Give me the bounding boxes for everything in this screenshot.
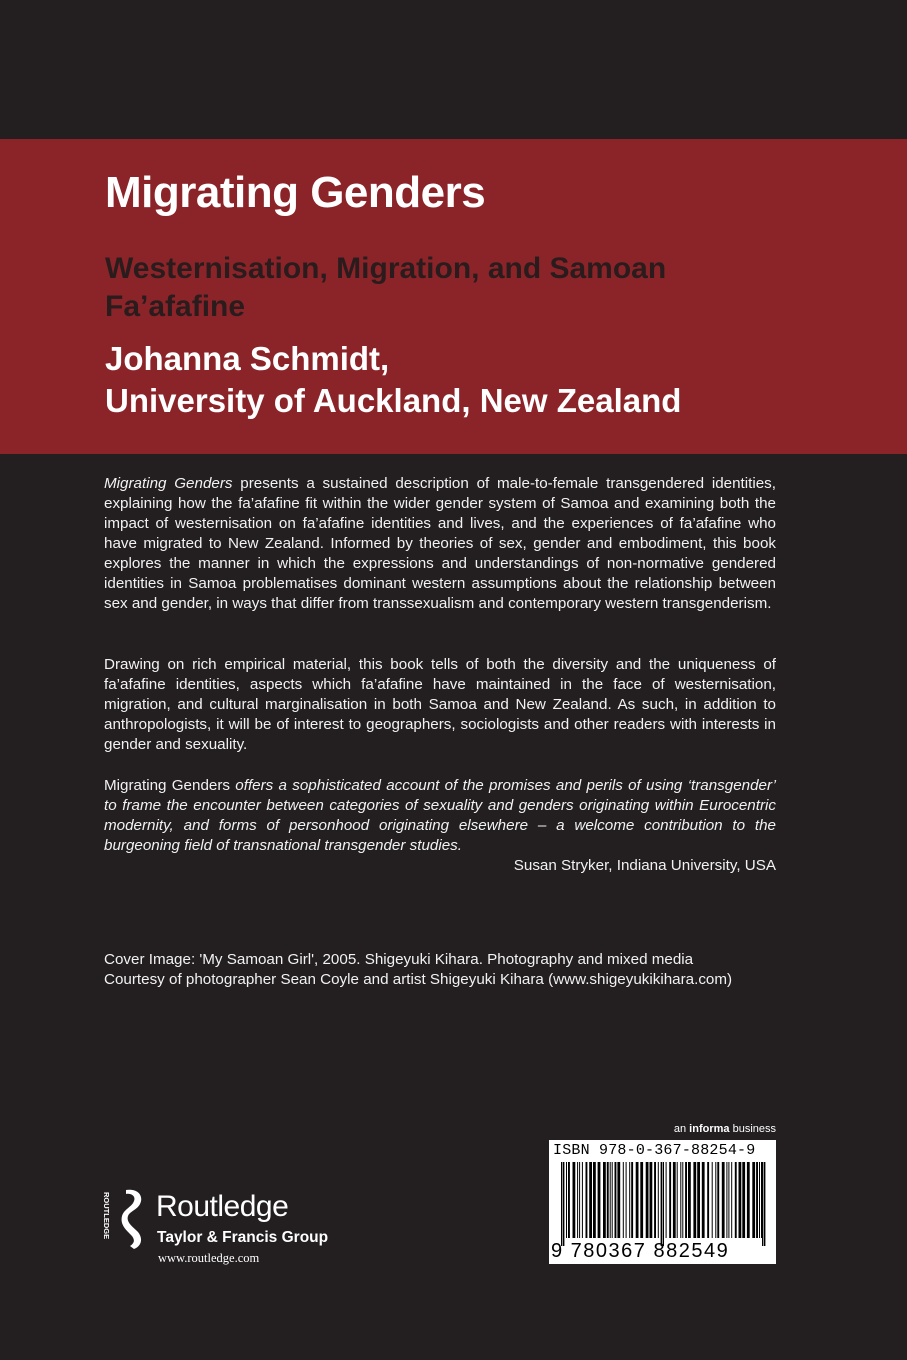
blurb-paragraph-2: Drawing on rich empirical material, this book tells of both the diversity and the uniqueness of fa’afafine identities, aspects which fa’afafine have maintained in the face of westernisation, migration, and cultural marginalisation in both Samoa and New Zealand. As such, in addition to anthropologists, it will be of interest to geographers, sociologists and other readers with interests in gender and sexuality. [104,656,776,753]
isbn-barcode [549,1140,776,1264]
author-name: Johanna Schmidt, [105,340,390,377]
publisher-url: www.routledge.com [158,1251,260,1265]
informa-tagline [648,1123,776,1135]
cover-credit-line-1: Cover Image: 'My Samoan Girl', 2005. Shigeyuki Kihara. Photography and mixed media [104,951,694,968]
spine-logo-text: ROUTLEDGE [102,1192,111,1240]
author-affiliation: University of Auckland, New Zealand [105,382,682,419]
author-block [105,338,825,422]
blurb-book-title: Migrating Genders [104,475,233,492]
isbn-label: ISBN 978-0-367-88254-9 [553,1142,756,1159]
endorsement-attribution: Susan Stryker, Indiana University, USA [513,857,776,874]
informa-suffix: business [732,1123,776,1135]
blurb-paragraph-1-text: presents a sustained description of male-to-female transgendered identities, explaining how the fa’afafine fit within the wider gender system of Samoa and examining both the impact of westernisation on fa’afafine identities and lives, and the experiences of fa’afafine who have migrated to New Zealand. Informed by theories of sex, gender and embodiment, this book explores the manner in which the expressions and understandings of non-normative gendered identities in Samoa problematises dominant western assumptions about the relationship between sex and gender, in ways that differ from transsexualism and contemporary western transgenderism. [104,475,776,612]
publisher-group: Taylor & Francis Group [157,1229,329,1246]
endorsement [104,776,776,876]
endorsement-book-title: Migrating Genders [104,777,230,794]
informa-prefix: an [673,1123,687,1135]
book-subtitle: Westernisation, Migration, and Samoan Fa’afafine [105,252,667,323]
routledge-logo-icon [98,1186,148,1252]
cover-credit-line-2: Courtesy of photographer Sean Coyle and artist Shigeyuki Kihara (www.shigeyukikihara.com) [104,971,733,988]
publisher-name: Routledge [156,1190,289,1223]
endorsement-quote: offers a sophisticated account of the promises and perils of using ‘transgender’ to frame the encounter between categories of sexuality and genders originating within Eurocentric modernity, and forms of personhood originating elsewhere – a welcome contribution to the burgeoning field of transnational transgender studies. [104,777,776,854]
book-title: Migrating Genders [105,168,486,217]
cover-credit [104,950,804,990]
blurb-paragraph-1 [104,474,776,614]
informa-brand: informa [689,1123,730,1135]
ean-digits: 9 780367 882549 [551,1240,730,1262]
